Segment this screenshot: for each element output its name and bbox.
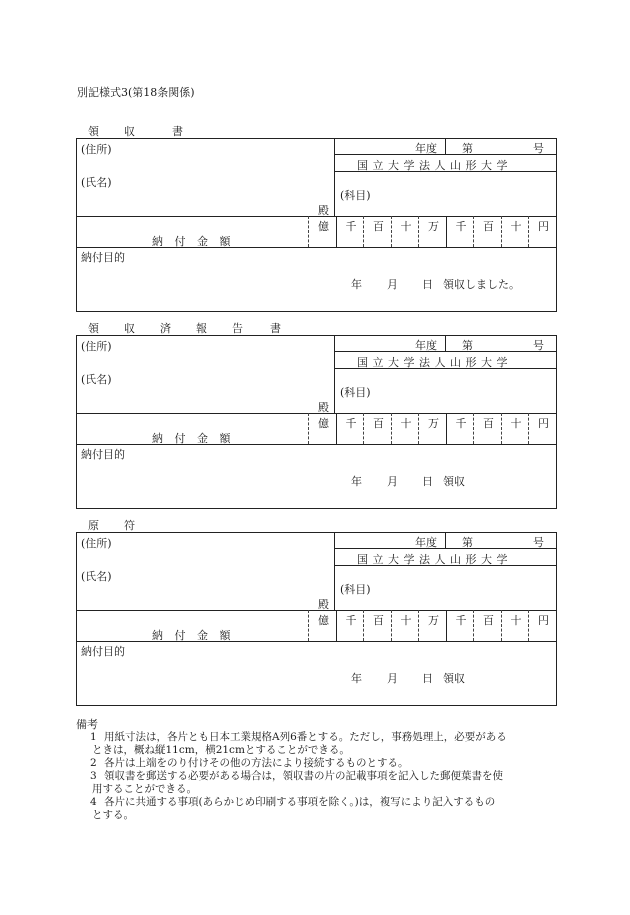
- form-title-char: 書: [172, 125, 183, 138]
- dono-label: 殿: [318, 204, 329, 217]
- amount-unit: 円: [538, 220, 549, 233]
- go-label: 号: [533, 339, 544, 352]
- amount-label: 納 付 金 額: [152, 629, 235, 642]
- amount-divider: [391, 610, 392, 641]
- page-heading: 別記様式3(第18条関係): [77, 86, 195, 99]
- divider-horizontal: [77, 641, 556, 642]
- amount-unit: 億: [318, 614, 329, 627]
- amount-unit: 千: [345, 614, 357, 627]
- amount-unit: 万: [428, 417, 439, 430]
- amount-unit: 十: [400, 220, 412, 233]
- date-day: 日: [422, 672, 433, 685]
- amount-divider: [418, 413, 419, 444]
- note-text: 領収書を郵送する必要がある場合は，領収書の片の記載事項を記入した郵便葉書を使: [104, 770, 503, 782]
- nendo-label: 年度: [415, 142, 437, 155]
- amount-divider: [528, 610, 529, 641]
- amount-unit: 万: [428, 614, 439, 627]
- amount-unit: 千: [455, 220, 467, 233]
- name-label: (氏名): [81, 176, 112, 189]
- purpose-label: 納付目的: [81, 251, 125, 264]
- divider-horizontal: [334, 351, 556, 352]
- amount-unit: 億: [318, 417, 329, 430]
- divider-vertical: [445, 533, 446, 548]
- form-title-char: 収: [124, 322, 135, 335]
- address-label: (住所): [81, 537, 112, 550]
- amount-divider: [336, 610, 337, 641]
- receipt-form: [76, 335, 557, 509]
- note-text: とする。: [92, 809, 134, 821]
- go-label: 号: [533, 142, 544, 155]
- amount-unit: 十: [510, 220, 522, 233]
- amount-divider: [501, 216, 502, 247]
- amount-divider: [501, 413, 502, 444]
- amount-unit: 十: [510, 614, 522, 627]
- date-month: 月: [387, 475, 398, 488]
- purpose-label: 納付目的: [81, 448, 125, 461]
- amount-divider: [308, 413, 309, 444]
- dono-label: 殿: [318, 598, 329, 611]
- date-year: 年: [351, 278, 362, 291]
- date-year: 年: [351, 475, 362, 488]
- purpose-label: 納付目的: [81, 645, 125, 658]
- dai-label: 第: [462, 536, 473, 549]
- amount-unit: 円: [538, 417, 549, 430]
- amount-divider: [528, 413, 529, 444]
- amount-divider: [363, 216, 364, 247]
- divider-vertical: [334, 533, 335, 611]
- amount-divider: [446, 413, 447, 444]
- amount-unit: 十: [400, 614, 412, 627]
- amount-unit: 十: [400, 417, 412, 430]
- amount-divider: [336, 413, 337, 444]
- amount-divider: [473, 216, 474, 247]
- nendo-label: 年度: [415, 536, 437, 549]
- date-day: 日: [422, 278, 433, 291]
- note-number: 4: [90, 796, 97, 808]
- date-month: 月: [387, 278, 398, 291]
- received-text: 領収しました。: [443, 278, 520, 291]
- form-title-char: 領: [88, 322, 99, 335]
- amount-unit: 千: [345, 220, 357, 233]
- amount-divider: [363, 413, 364, 444]
- address-label: (住所): [81, 143, 112, 156]
- amount-unit: 百: [483, 614, 494, 627]
- received-text: 領収: [443, 672, 465, 685]
- receipt-form: [76, 138, 557, 312]
- amount-label: 納 付 金 額: [152, 432, 235, 445]
- form-title-char: 告: [232, 322, 243, 335]
- amount-divider: [363, 610, 364, 641]
- divider-horizontal: [77, 413, 556, 414]
- amount-unit: 百: [373, 614, 384, 627]
- note-number: 1: [90, 731, 97, 743]
- subject-label: (科目): [340, 386, 371, 399]
- org-name: 国 立 大 学 法 人 山 形 大 学: [357, 356, 508, 369]
- org-name: 国 立 大 学 法 人 山 形 大 学: [357, 159, 508, 172]
- received-text: 領収: [443, 475, 465, 488]
- form-title-char: 収: [124, 125, 135, 138]
- form-title-char: 済: [160, 322, 171, 335]
- date-day: 日: [422, 475, 433, 488]
- address-label: (住所): [81, 340, 112, 353]
- amount-divider: [336, 216, 337, 247]
- form-title-char: 報: [196, 322, 207, 335]
- amount-divider: [308, 216, 309, 247]
- divider-vertical: [445, 336, 446, 351]
- amount-unit: 百: [483, 417, 494, 430]
- amount-unit: 百: [373, 220, 384, 233]
- amount-divider: [418, 610, 419, 641]
- dai-label: 第: [462, 142, 473, 155]
- name-label: (氏名): [81, 373, 112, 386]
- divider-horizontal: [77, 610, 556, 611]
- go-label: 号: [533, 536, 544, 549]
- amount-divider: [446, 216, 447, 247]
- org-name: 国 立 大 学 法 人 山 形 大 学: [357, 553, 508, 566]
- divider-horizontal: [77, 216, 556, 217]
- amount-unit: 千: [455, 417, 467, 430]
- amount-divider: [418, 216, 419, 247]
- date-year: 年: [351, 672, 362, 685]
- amount-label: 納 付 金 額: [152, 235, 235, 248]
- note-number: 2: [90, 757, 97, 769]
- amount-divider: [308, 610, 309, 641]
- note-number: 3: [90, 770, 97, 782]
- amount-unit: 円: [538, 614, 549, 627]
- amount-divider: [501, 610, 502, 641]
- divider-horizontal: [334, 548, 556, 549]
- name-label: (氏名): [81, 570, 112, 583]
- amount-divider: [528, 216, 529, 247]
- receipt-form: [76, 532, 557, 706]
- subject-label: (科目): [340, 189, 371, 202]
- dono-label: 殿: [318, 401, 329, 414]
- nendo-label: 年度: [415, 339, 437, 352]
- note-text: 各片に共通する事項(あらかじめ印刷する事項を除く。)は，複写により記入するもの: [104, 796, 496, 808]
- divider-horizontal: [334, 154, 556, 155]
- form-title-char: 書: [270, 322, 281, 335]
- amount-unit: 千: [345, 417, 357, 430]
- amount-unit: 千: [455, 614, 467, 627]
- amount-divider: [473, 413, 474, 444]
- divider-vertical: [334, 139, 335, 217]
- form-title-char: 原: [88, 519, 99, 532]
- date-month: 月: [387, 672, 398, 685]
- notes-heading: 備考: [76, 718, 98, 731]
- note-text: 用することができる。: [92, 783, 197, 795]
- amount-unit: 十: [510, 417, 522, 430]
- amount-divider: [473, 610, 474, 641]
- divider-horizontal: [77, 247, 556, 248]
- amount-unit: 万: [428, 220, 439, 233]
- amount-divider: [391, 413, 392, 444]
- note-text: ときは，概ね縦11cm，横21cmとすることができる。: [92, 744, 350, 756]
- form-title-char: 領: [88, 125, 99, 138]
- note-text: 用紙寸法は，各片とも日本工業規格A列6番とする。ただし，事務処理上，必要がある: [104, 731, 507, 743]
- amount-divider: [391, 216, 392, 247]
- note-text: 各片は上端をのり付けその他の方法により接続するものとする。: [104, 757, 409, 769]
- dai-label: 第: [462, 339, 473, 352]
- amount-divider: [446, 610, 447, 641]
- subject-label: (科目): [340, 583, 371, 596]
- amount-unit: 億: [318, 220, 329, 233]
- divider-vertical: [445, 139, 446, 154]
- amount-unit: 百: [373, 417, 384, 430]
- divider-horizontal: [77, 444, 556, 445]
- form-title-char: 符: [124, 519, 135, 532]
- amount-unit: 百: [483, 220, 494, 233]
- divider-vertical: [334, 336, 335, 414]
